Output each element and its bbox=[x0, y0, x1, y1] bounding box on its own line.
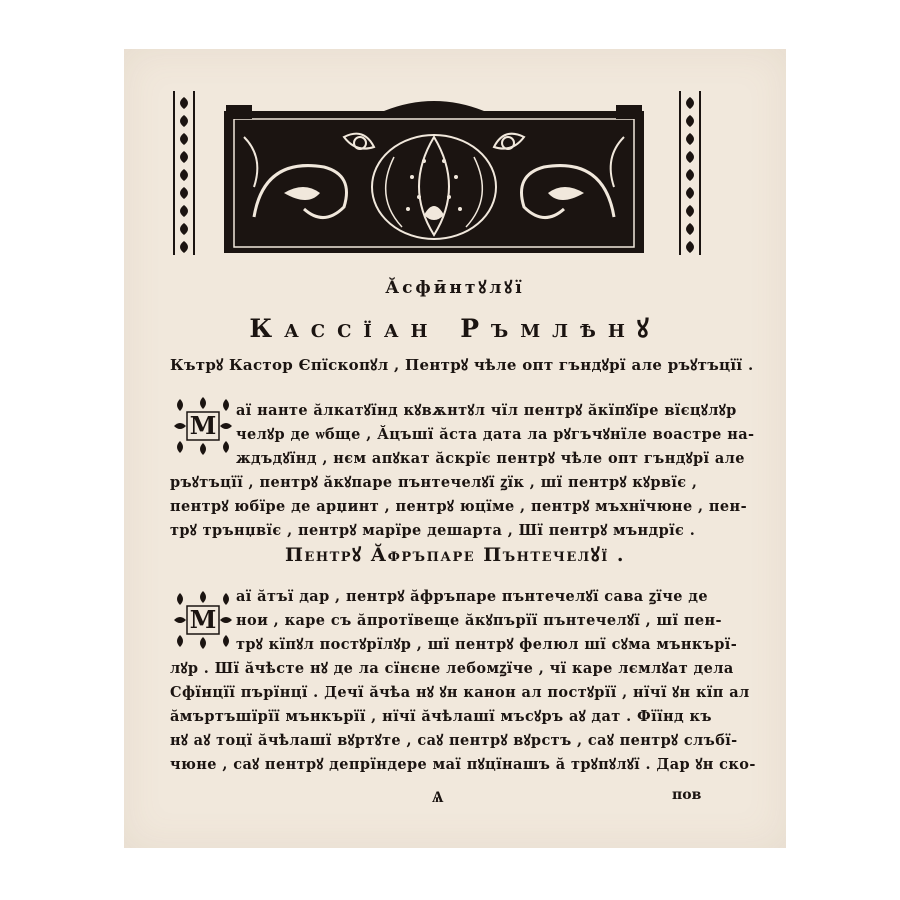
chapter-label: Ӑсфӣнтꙋлꙋї bbox=[385, 278, 525, 298]
catchword: пов bbox=[672, 787, 702, 803]
woodcut-headpiece bbox=[224, 97, 644, 253]
section-heading: Пентрꙋ Ӑфръпаре Пънтечелꙋї . bbox=[284, 544, 626, 566]
dropcap-letter: М bbox=[189, 605, 217, 634]
right-border-ornament bbox=[676, 91, 704, 255]
author-title: Кассїан Ръмлѣнꙋ bbox=[249, 314, 661, 343]
signature-mark: Ѧ bbox=[432, 787, 444, 806]
dropcap-letter: М bbox=[189, 411, 217, 440]
dedication-line: Кътрꙋ Кастор Єпїскопꙋл , Пентрꙋ чѣле опт гъндꙋрї але ръꙋтъцїї . bbox=[170, 356, 754, 374]
left-border-ornament bbox=[170, 91, 198, 255]
book-page: Ӑсфӣнтꙋлꙋї Кассїан Ръмлѣнꙋ Кътрꙋ Кастор Єпїскопꙋл , Пентрꙋ чѣле опт гъндꙋрї але ръꙋтъцїї . М аї нанте ăлкатꙋїнд кꙋвѫнтꙋл чїл пентрꙋ ăкїпꙋїре вїєцꙋлꙋр челꙋр де ѡбще , Ӑцъшї ăста дата ла рꙋгъчꙋнїле воастре на- ждъдꙋїнд , нєм апꙋкат ăскрїє пентрꙋ чѣле опт гъндꙋрї але ръꙋтъцїї , пентрꙋ ăкꙋпаре пънтечелꙋї ꙁїк , шї пентрꙋ кꙋрвїє , пентрꙋ юбїре де арџинт , пентрꙋ юцїме , пентрꙋ мъхнїчюне , пен- трꙋ трънџвїє , пентрꙋ марїре дешарта , Шї пентрꙋ мъндрїє . Пентрꙋ Ӑфръпаре Пънтечелꙋї . М аї ăтъї дар , пентрꙋ ăфръпаре пънтечелꙋї сава ꙁїче де нои , каре съ ăпротївеще ăкꙋпърїї пънтечелꙋї , шї пен- трꙋ кїпꙋл постꙋрїлꙋр , шї пентрꙋ фелюл шї сꙋма мънкърї- лꙋр . Шї ăчѣсте нꙋ де ла сїнєне лебомꙁїче , чї каре лємлꙋат дела Сфїнцїї пърїнцї . Дечї ăчѣа нꙋ ꙋн канон ал постꙋрїї , нїчї ꙋн кїп ал ăмъртъшїрїї мънкърїї , нїчї ăчѣлашї мъсꙋръ аꙋ дат . Фїїнд къ нꙋ аꙋ тоцї ăчѣлашї вꙋртꙋте , саꙋ пентрꙋ вꙋрстъ , саꙋ пентрꙋ слъбї- чюне , саꙋ пентрꙋ депрїндере маї пꙋцїнашъ ă трꙋпꙋлꙋї . Дар ꙋн ско- Ѧ пов bbox=[124, 49, 786, 848]
